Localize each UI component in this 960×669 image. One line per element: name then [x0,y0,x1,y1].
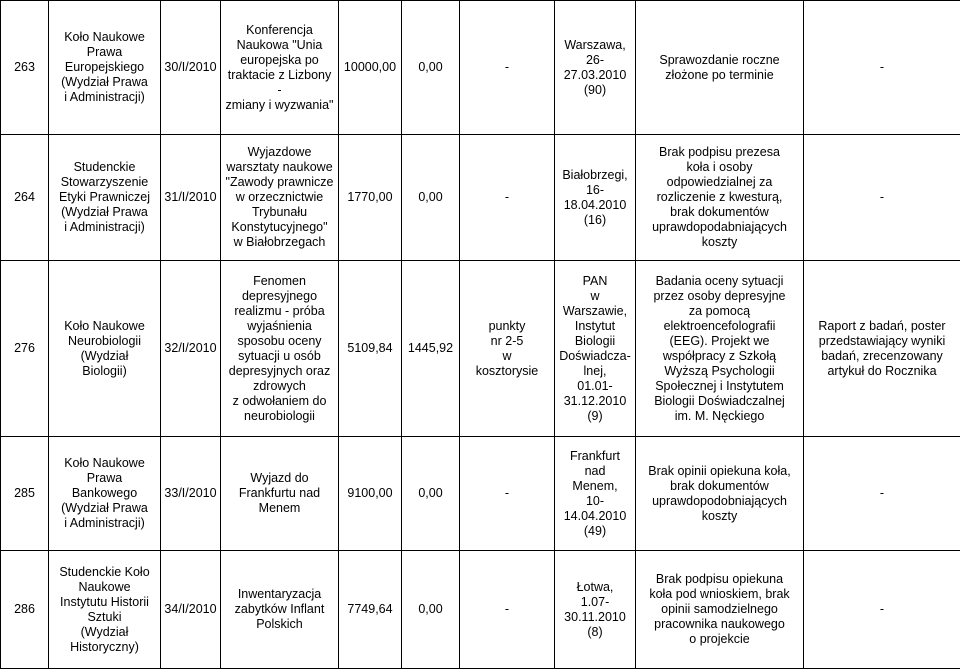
place-date: Frankfurt nad Menem, 10-14.04.2010 (49) [555,437,636,551]
project-title: Konferencja Naukowa "Unia europejska po traktacie z Lizbony - zmiany i wyzwania" [221,1,339,135]
project-title: Wyjazdowe warsztaty naukowe "Zawody prawnicze w orzecznictwie Trybunału Konstytucyjnego" w Białobrzegach [221,135,339,261]
organization: Koło Naukowe Prawa Europejskiego (Wydział Prawa i Administracji) [49,1,161,135]
result: - [804,437,960,551]
granted-amount: 10000,00 [339,1,402,135]
reference-number: 33/I/2010 [161,437,221,551]
reference-number: 31/I/2010 [161,135,221,261]
other-amount: 0,00 [402,437,460,551]
organization: Studenckie Koło Naukowe Instytutu Historii Sztuki (Wydział Historyczny) [49,551,161,669]
cost-points: - [460,551,555,669]
result: - [804,1,960,135]
reference-number: 30/I/2010 [161,1,221,135]
other-amount: 0,00 [402,135,460,261]
entry-number: 276 [1,261,49,437]
entry-number: 286 [1,551,49,669]
table-row [1,1,960,135]
notes: Sprawozdanie roczne złożone po terminie [636,1,804,135]
project-title: Inwentaryzacja zabytków Inflant Polskich [221,551,339,669]
other-amount: 0,00 [402,1,460,135]
result: - [804,135,960,261]
notes: Brak podpisu prezesa koła i osoby odpowiedzialnej za rozliczenie z kwesturą, brak dokumentów uprawdopodabniających koszty [636,135,804,261]
table-row [1,135,960,261]
notes: Badania oceny sytuacji przez osoby depresyjne za pomocą elektroencefolografii (EEG). Projekt we współpracy z Szkołą Wyższą Psychologii Społecznej i Instytutem Biologii Doświadczalnej im. M. Nęckiego [636,261,804,437]
place-date: PAN w Warszawie, Instytut Biologii Doświadcza- lnej, 01.01- 31.12.2010 (9) [555,261,636,437]
cost-points: - [460,135,555,261]
granted-amount: 7749,64 [339,551,402,669]
entry-number: 263 [1,1,49,135]
notes: Brak opinii opiekuna koła, brak dokumentów uprawdopodobniających koszty [636,437,804,551]
result: - [804,551,960,669]
granted-amount: 9100,00 [339,437,402,551]
table-row [1,261,960,437]
reference-number: 34/I/2010 [161,551,221,669]
granted-amount: 1770,00 [339,135,402,261]
cost-points: punkty nr 2-5 w kosztorysie [460,261,555,437]
notes: Brak podpisu opiekuna koła pod wnioskiem, brak opinii samodzielnego pracownika naukowego o projekcie [636,551,804,669]
other-amount: 1445,92 [402,261,460,437]
place-date: Łotwa, 1.07- 30.11.2010 (8) [555,551,636,669]
entry-number: 264 [1,135,49,261]
cost-points: - [460,1,555,135]
organization: Koło Naukowe Neurobiologii (Wydział Biologii) [49,261,161,437]
project-title: Wyjazd do Frankfurtu nad Menem [221,437,339,551]
entry-number: 285 [1,437,49,551]
granted-amount: 5109,84 [339,261,402,437]
table-row [1,551,960,669]
cost-points: - [460,437,555,551]
organization: Koło Naukowe Prawa Bankowego (Wydział Prawa i Administracji) [49,437,161,551]
reference-number: 32/I/2010 [161,261,221,437]
organization: Studenckie Stowarzyszenie Etyki Prawniczej (Wydział Prawa i Administracji) [49,135,161,261]
project-title: Fenomen depresyjnego realizmu - próba wyjaśnienia sposobu oceny sytuacji u osób depresyjnych oraz zdrowych z odwołaniem do neurobiologii [221,261,339,437]
table-row [1,437,960,551]
result: Raport z badań, poster przedstawiający wyniki badań, zrecenzowany artykuł do Rocznika [804,261,960,437]
other-amount: 0,00 [402,551,460,669]
place-date: Warszawa, 26-27.03.2010 (90) [555,1,636,135]
place-date: Białobrzegi, 16-18.04.2010 (16) [555,135,636,261]
